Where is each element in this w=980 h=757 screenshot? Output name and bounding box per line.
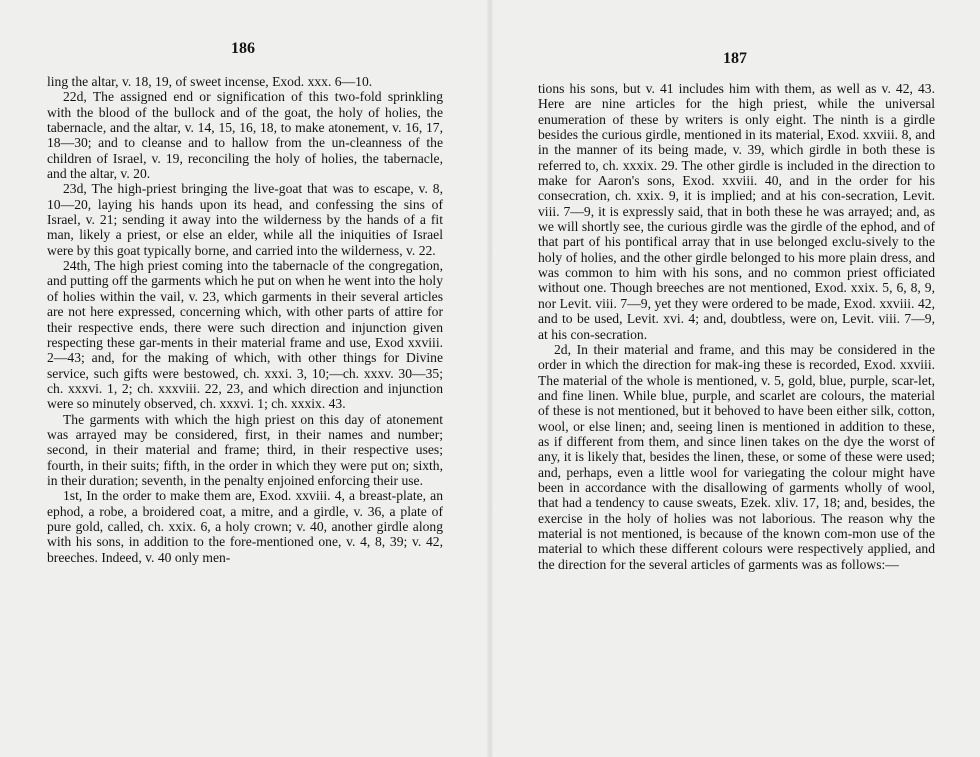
page-number-left: 186 — [231, 40, 255, 57]
left-paragraph-5: The garments with which the high priest on this day of atonement was arrayed may be considered, first, in their names and number; second, in their material and frame; third, in their respective uses; fourth, in their suits; fifth, in the order in which they were put on; sixth, in their duration; seventh, in the penalty enjoined enforcing their use. — [47, 411, 443, 488]
right-text-column — [538, 81, 935, 572]
left-paragraph-4: 24th, The high priest coming into the tabernacle of the congregation, and putting off the garments which he put on when he went into the holy of holies within the vail, v. 23, which garments in their several articles are not here expressed, concerning which, with other parts of attire for their respective ends, there were such direction and injunction given respecting these gar-ments in their material frame and use, Exod xxviii. 2—43; and, for the making of which, with other things for Divine service, such gifts were bestowed, ch. xxxi. 3, 10;—ch. xxxv. 30—35; ch. xxxvi. 1, 2; ch. xxxviii. 22, 23, and which direction and injunction were so minutely observed, ch. xxxvi. 1; ch. xxxix. 43. — [47, 258, 443, 412]
right-paragraph-2: 2d, In their material and frame, and this may be considered in the order in which the direction for mak-ing these is recorded, Exod. xxviii. The material of the whole is mentioned, v. 5, gold, blue, purple, scar-let, and fine linen. While blue, purple, and scarlet are colours, the material of these is not mentioned, but it behoved to have been either silk, cotton, wool, or else linen; and, seeing linen is mentioned in addition to these, as if different from them, and since linen takes on the dye the worst of any, it is likely that, besides the linen, these, or some of these were used; and, perhaps, even a little wool for variegating the colour might have been in accordance with the disallowing of garments wholly of wool, that had a tendency to cause sweats, Ezek. xliv. 17, 18; and, besides, the exercise in the holy of holies was not laborious. The reason why the material is not mentioned, is because of the known com-mon use of the material to which these different colours were respectively applied, and the direction for the several articles of garments was as follows:— — [538, 341, 935, 572]
page-number-right: 187 — [723, 50, 747, 67]
left-paragraph-3: 23d, The high-priest bringing the live-goat that was to escape, v. 8, 10—20, laying his hands upon its head, and confessing the sins of Israel, v. 21; sending it away into the wilderness by the hands of a fit man, likely a priest, or else an elder, while all the iniquities of Israel were by this goat typically borne, and carried into the wilderness, v. 22. — [47, 181, 443, 258]
left-text-column — [47, 74, 443, 565]
left-paragraph-1: ling the altar, v. 18, 19, of sweet incense, Exod. xxx. 6—10. — [47, 74, 373, 89]
left-paragraph-6: 1st, In the order to make them are, Exod. xxviii. 4, a breast-plate, an ephod, a robe, a broidered coat, a mitre, and a girdle, v. 36, a plate of pure gold, called, ch. xxix. 6, a holy crown; v. 40, another girdle along with his sons, in addition to the fore-mentioned one, v. 4, 8, 39; v. 42, breeches. Indeed, v. 40 only men- — [47, 488, 443, 565]
right-page — [490, 0, 980, 757]
left-paragraph-2: 22d, The assigned end or signification of this two-fold sprinkling with the blood of the bullock and of the goat, the holy of holies, the tabernacle, and the altar, v. 14, 15, 16, 18, to make atonement, v. 16, 17, 18—30; and to cleanse and to hallow from the un-cleanness of the children of Israel, v. 19, reconciling the holy of holies, the tabernacle, and the altar, v. 20. — [47, 89, 443, 182]
right-paragraph-1: tions his sons, but v. 41 includes him with them, as well as v. 42, 43. Here are nine articles for the high priest, while the universal enumeration of these by writers is only eight. The ninth is a girdle besides the curious girdle, mentioned in its material, Exod. xxviii. 8, and in the manner of its being made, v. 39, which girdle in both these is referred to, ch. xxxix. 29. The other girdle is included in the direction to make for Aaron's sons, Exod. xxviii. 40, and in the order for his consecration, ch. xxix. 9, it is implied; and at his con-secration, Levit. viii. 7—9, it is expressly said, that in both these he was arrayed; and, as we will shortly see, the curious girdle was the girdle of the ephod, and of that part of his pontifical array that in use belonged exclu-sively to the holy of holies, and the other girdle belonged to his more plain dress, and was common to him with his sons, and no common priest officiated without one. Though breeches are not mentioned, Exod. xxix. 5, 6, 8, 9, nor Levit. viii. 7—9, yet they were ordered to be made, Exod. xxviii. 42, and to be used, Levit. xvi. 4; and, doubtless, were on, Levit. viii. 7—9, at his con-secration. — [538, 81, 935, 342]
